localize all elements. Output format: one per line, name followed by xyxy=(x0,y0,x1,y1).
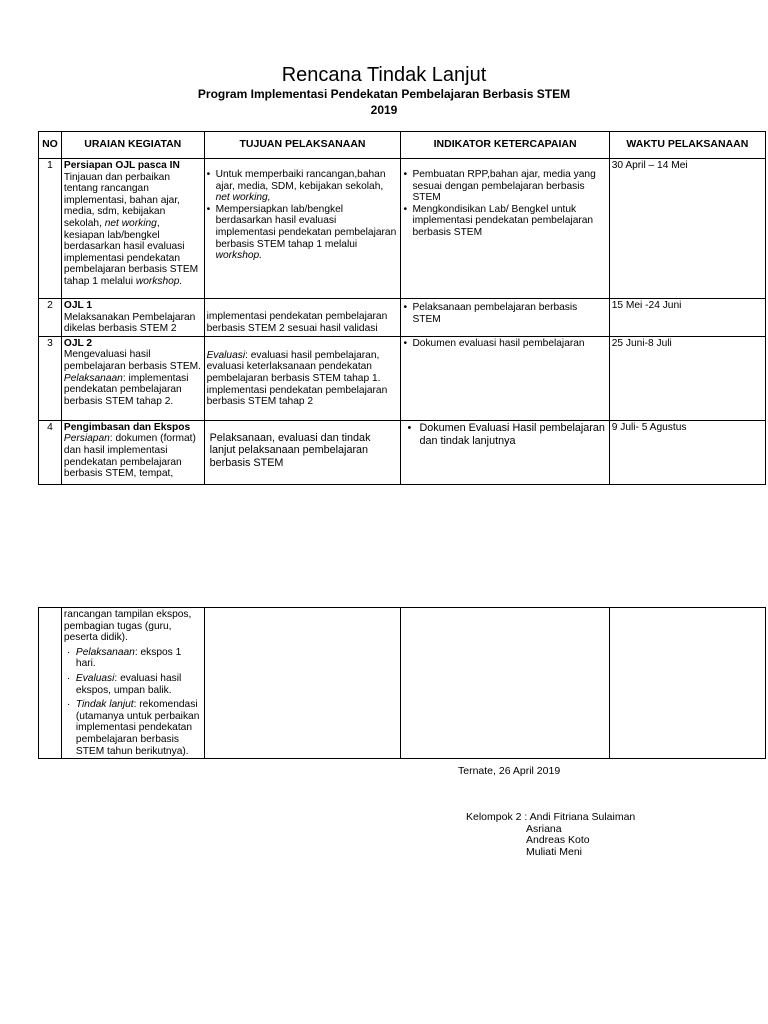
waktu-cell: 25 Juni-8 Juli xyxy=(609,336,765,420)
row-title: OJL 1 xyxy=(63,300,93,311)
continuation-table xyxy=(38,607,766,759)
row-title: Persiapan OJL pasca IN xyxy=(63,160,180,171)
uraian-cell xyxy=(61,159,204,299)
uraian-text: Tinjauan dan perbaikan tentang rancangan implementasi, bahan ajar, media, sdm, kebijakan sekolah, xyxy=(63,171,180,229)
indikator-cell xyxy=(401,608,609,759)
uraian-text: Melaksanakan Pembelajaran dikelas berbasis STEM 2 xyxy=(63,311,196,335)
list-item xyxy=(64,699,202,757)
item-label: Tindak lanjut xyxy=(75,699,134,711)
table-row xyxy=(39,420,766,484)
tujuan-text: implementasi pendekatan pembelajaran berbasis STEM 2 sesuai hasil validasi xyxy=(206,311,388,334)
tujuan-cell xyxy=(204,336,401,420)
row-number: 1 xyxy=(39,159,62,299)
member-name: Andreas Koto xyxy=(526,834,590,847)
document-title: Rencana Tindak Lanjut xyxy=(281,64,487,86)
uraian-cell xyxy=(61,299,204,337)
waktu-cell xyxy=(609,608,765,759)
row-number xyxy=(39,608,62,759)
row-title: Pengimbasan dan Ekspos xyxy=(63,421,191,433)
table-row xyxy=(39,299,766,337)
row-title: OJL 2 xyxy=(63,337,93,349)
table-header-row xyxy=(39,132,766,159)
uraian-text: Mengevaluasi hasil pembelajaran berbasis STEM. xyxy=(63,349,201,372)
member-name: Muliati Meni xyxy=(526,845,583,858)
tujuan-item xyxy=(207,169,399,204)
waktu-cell: 30 April – 14 Mei xyxy=(609,159,765,299)
tujuan-italic: net working, xyxy=(215,192,271,204)
member-name: Asriana xyxy=(526,822,562,835)
group-label: Kelompok 2 : Andi Fitriana Sulaiman xyxy=(466,811,636,823)
group-signature-block xyxy=(466,812,635,858)
item-label: Pelaksanaan xyxy=(75,646,135,658)
uraian-text-after: , kesiapan lab/bengkel berdasarkan hasil evaluasi implementasi pendekatan pembelajaran berbasis STEM tahap 1 melalui xyxy=(63,217,199,287)
tujuan-cell xyxy=(204,299,401,337)
header-tujuan: TUJUAN PELAKSANAAN xyxy=(204,132,401,159)
waktu-cell: 15 Mei -24 Juni xyxy=(609,299,765,337)
uraian-italic: Pelaksanaan xyxy=(63,372,123,384)
row-number: 3 xyxy=(39,336,62,420)
place-date: Ternate, 26 April 2019 xyxy=(458,765,561,777)
item-text: : ekspos 1 hari. xyxy=(75,646,182,670)
uraian-cell xyxy=(61,608,204,759)
rtl-table xyxy=(38,131,766,485)
header-indikator: INDIKATOR KETERCAPAIAN xyxy=(401,132,609,159)
indikator-item: • Pelaksanaan pembelajaran berbasis STEM xyxy=(403,302,606,325)
uraian-italic-2: workshop. xyxy=(135,275,183,287)
tujuan-cell xyxy=(204,608,401,759)
uraian-cell xyxy=(61,420,204,484)
list-item xyxy=(64,673,202,696)
tujuan-text: Untuk memperbaiki rancangan,bahan ajar, media, SDM, kebijakan sekolah, xyxy=(215,169,386,192)
indikator-item: • Mengkondisikan Lab/ Bengkel untuk implementasi pendekatan pembelajaran berbasis STEM xyxy=(403,204,606,239)
tujuan-cell xyxy=(204,159,401,299)
indikator-item: • Dokumen Evaluasi Hasil pembelajaran dan tindak lanjutnya xyxy=(407,422,606,448)
list-item xyxy=(64,647,202,670)
uraian-italic: Persiapan xyxy=(63,433,110,445)
item-label: Evaluasi xyxy=(75,672,115,684)
uraian-text: : dokumen (format) dan hasil implementasi pendekatan pembelajaran berbasis STEM, tempat, xyxy=(63,433,196,480)
uraian-cell xyxy=(61,336,204,420)
row-number: 4 xyxy=(39,420,62,484)
header-uraian: URAIAN KEGIATAN xyxy=(61,132,204,159)
table-row xyxy=(39,336,766,420)
item-text: : evaluasi hasil ekspos, umpan balik. xyxy=(75,672,182,696)
item-text: : rekomendasi (utamanya untuk perbaikan implementasi pendekatan pembelajaran berbasis STEM tahun berikutnya). xyxy=(75,699,200,757)
uraian-text: rancangan tampilan ekspos, pembagian tugas (guru, peserta didik). xyxy=(63,609,192,644)
table-row xyxy=(39,608,766,759)
table-row xyxy=(39,159,766,299)
tujuan-text: Pelaksanaan, evaluasi dan tindak lanjut pelaksanaan pembelajaran berbasis STEM xyxy=(209,431,371,469)
header-no: NO xyxy=(39,132,62,159)
indikator-cell xyxy=(401,299,609,337)
header-waktu: WAKTU PELAKSANAAN xyxy=(609,132,765,159)
tujuan-item xyxy=(207,204,399,262)
tujuan-italic: workshop. xyxy=(215,250,263,262)
indikator-cell xyxy=(401,336,609,420)
indikator-cell xyxy=(401,420,609,484)
uraian-italic: net working xyxy=(104,217,157,229)
document-subtitle: Program Implementasi Pendekatan Pembelajaran Berbasis STEM xyxy=(197,87,571,101)
tujuan-text: Mempersiapkan lab/bengkel berdasarkan hasil evaluasi implementasi pendekatan pembelajaran berbasis STEM tahap 1 melalui xyxy=(215,203,397,250)
indikator-cell xyxy=(401,159,609,299)
tujuan-italic: Evaluasi xyxy=(206,349,246,361)
tujuan-text: : evaluasi hasil pembelajaran, evaluasi keterlaksanaan pendekatan pembelajaran berbasis STEM tahap 1. xyxy=(206,349,381,384)
document-year: 2019 xyxy=(370,103,398,117)
indikator-item: • Dokumen evaluasi hasil pembelajaran xyxy=(403,338,606,350)
tujuan-text: implementasi pendekatan pembelajaran berbasis STEM tahap 2 xyxy=(206,384,388,408)
waktu-cell: 9 Juli- 5 Agustus xyxy=(609,420,765,484)
tujuan-cell xyxy=(204,420,401,484)
indikator-item: • Pembuatan RPP,bahan ajar, media yang sesuai dengan pembelajaran berbasis STEM xyxy=(403,169,606,204)
row-number: 2 xyxy=(39,299,62,337)
uraian-text-after: : implementasi pendekatan pembelajaran berbasis STEM tahap 2. xyxy=(63,372,189,407)
